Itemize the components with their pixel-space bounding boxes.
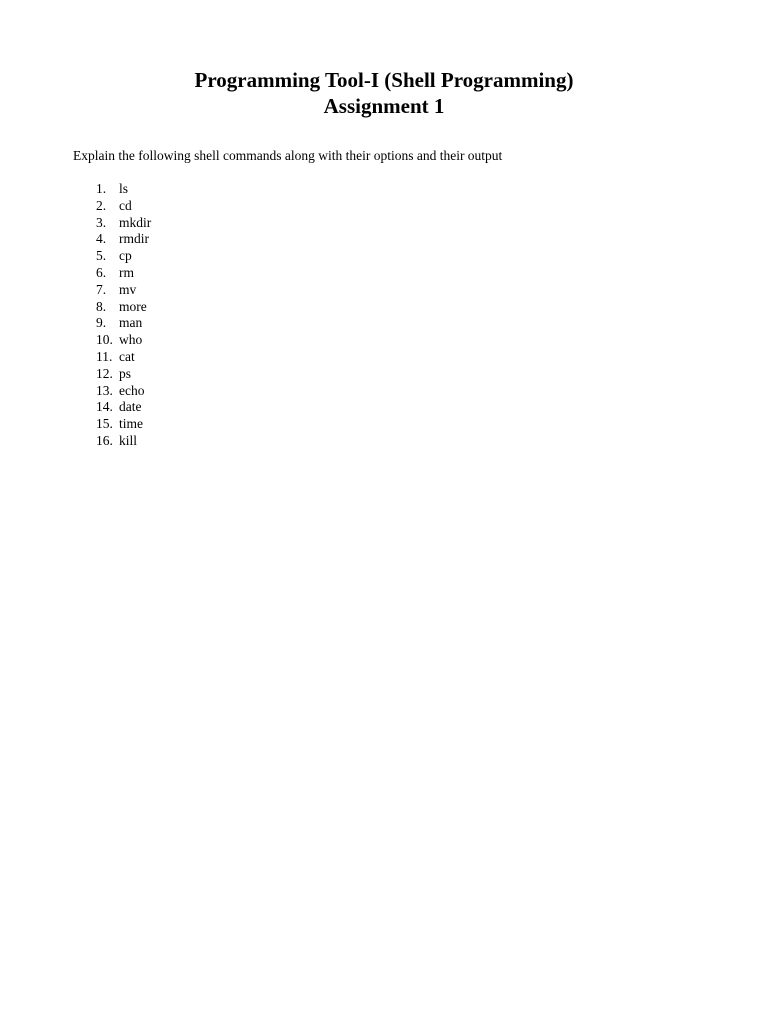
course-title: Programming Tool-I (Shell Programming) — [194, 68, 574, 92]
document-title — [0, 67, 768, 119]
list-item-number: 3. — [96, 214, 107, 230]
list-item-number: 10. — [96, 332, 113, 348]
instruction-text: Explain the following shell commands along with their options and their output — [73, 148, 503, 163]
command-name: time — [119, 416, 143, 432]
list-item-number: 2. — [96, 197, 107, 213]
command-name: ls — [119, 181, 129, 196]
command-name: mkdir — [119, 214, 152, 230]
command-name: more — [119, 298, 147, 314]
command-name: kill — [119, 432, 138, 448]
command-name: cat — [119, 348, 135, 364]
command-name: rmdir — [119, 231, 149, 247]
command-name: echo — [119, 382, 145, 398]
list-item-number: 1. — [96, 181, 107, 196]
command-name: rm — [119, 264, 134, 280]
list-item-number: 11. — [96, 348, 113, 364]
list-item-number: 4. — [96, 231, 107, 247]
command-name: cd — [119, 197, 132, 213]
command-name: mv — [119, 281, 137, 297]
list-item-number: 12. — [96, 365, 113, 381]
list-item-number: 9. — [96, 315, 107, 331]
assignment-title: Assignment 1 — [323, 94, 445, 118]
list-item-number: 7. — [96, 281, 107, 297]
command-name: who — [119, 332, 143, 348]
command-name: man — [119, 315, 143, 331]
list-item-number: 8. — [96, 298, 107, 314]
list-item-number: 15. — [96, 416, 113, 432]
list-item-number: 5. — [96, 248, 107, 264]
list-item-number: 13. — [96, 382, 113, 398]
list-item-number: 14. — [96, 399, 113, 415]
command-name: cp — [119, 248, 132, 264]
command-name: ps — [119, 365, 132, 381]
command-name: date — [119, 399, 142, 415]
list-item-number: 6. — [96, 264, 107, 280]
list-item-number: 16. — [96, 432, 113, 448]
